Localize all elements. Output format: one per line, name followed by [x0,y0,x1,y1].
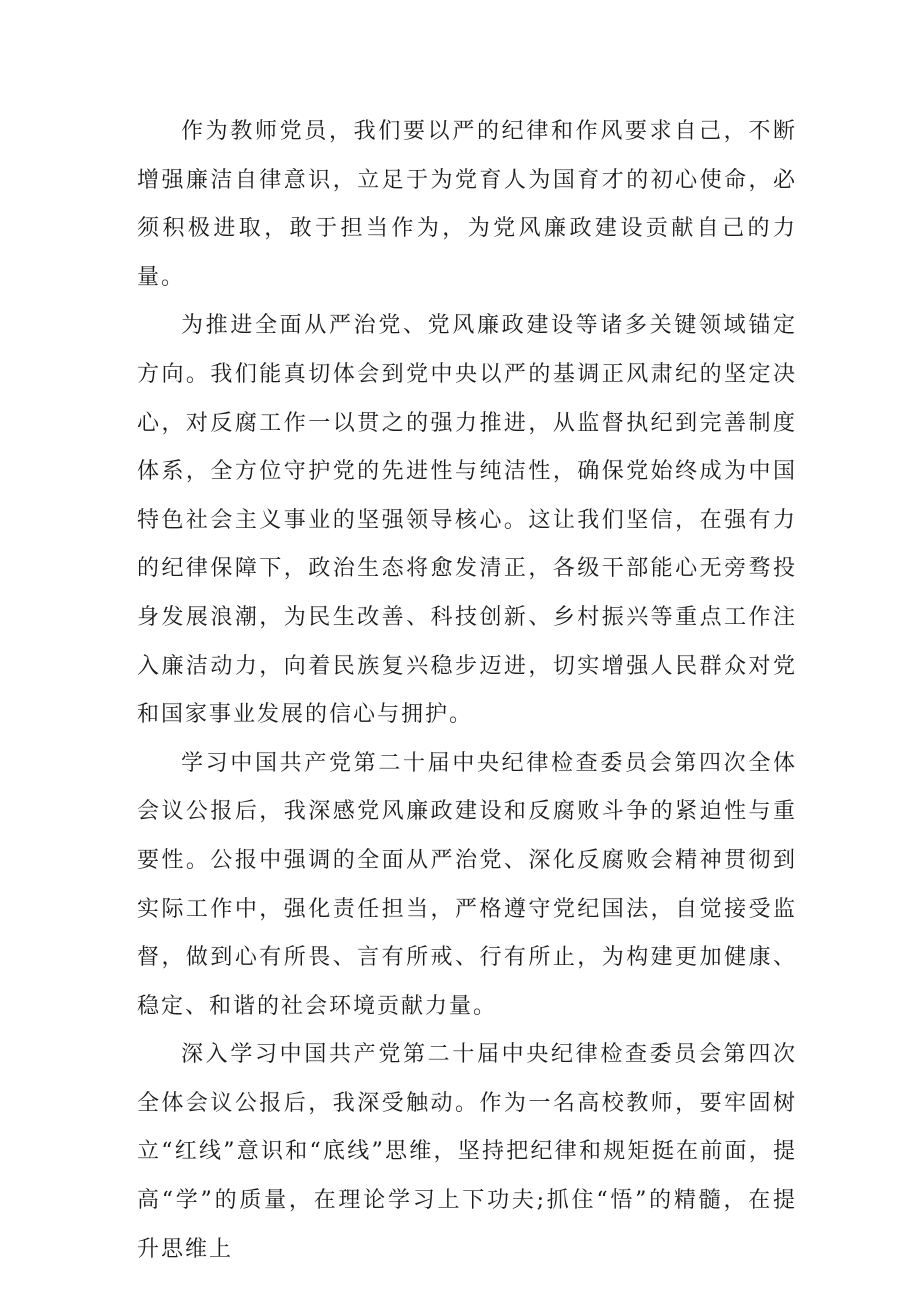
paragraph-1: 作为教师党员，我们要以严的纪律和作风要求自己，不断增强廉洁自律意识，立足于为党育人为国育才的初心使命，必须积极进取，敢于担当作为，为党风廉政建设贡献自己的力量。 [137,119,797,290]
paragraph-4: 深入学习中国共产党第二十届中央纪律检查委员会第四次全体会议公报后，我深受触动。作为一名高校教师，要牢固树立“红线”意识和“底线”思维，坚持把纪律和规矩挺在前面，提高“学”的质量，在理论学习上下功夫;抓住“悟”的精髓，在提升思维上 [137,1042,797,1262]
document-body [137,108,797,1274]
paragraph-2: 为推进全面从严治党、党风廉政建设等诸多关键领域锚定方向。我们能真切体会到党中央以严的基调正风肃纪的坚定决心，对反腐工作一以贯之的强力推进，从监督执纪到完善制度体系，全方位守护党的先进性与纯洁性，确保党始终成为中国特色社会主义事业的坚强领导核心。这让我们坚信，在强有力的纪律保障下，政治生态将愈发清正，各级干部能心无旁骛投身发展浪潮，为民生改善、科技创新、乡村振兴等重点工作注入廉洁动力，向着民族复兴稳步迈进，切实增强人民群众对党和国家事业发展的信心与拥护。 [137,313,797,728]
paragraph-3: 学习中国共产党第二十届中央纪律检查委员会第四次全体会议公报后，我深感党风廉政建设和反腐败斗争的紧迫性与重要性。公报中强调的全面从严治党、深化反腐败会精神贯彻到实际工作中，强化责任担当，严格遵守党纪国法，自觉接受监督，做到心有所畏、言有所戒、行有所止，为构建更加健康、稳定、和谐的社会环境贡献力量。 [137,750,797,1019]
